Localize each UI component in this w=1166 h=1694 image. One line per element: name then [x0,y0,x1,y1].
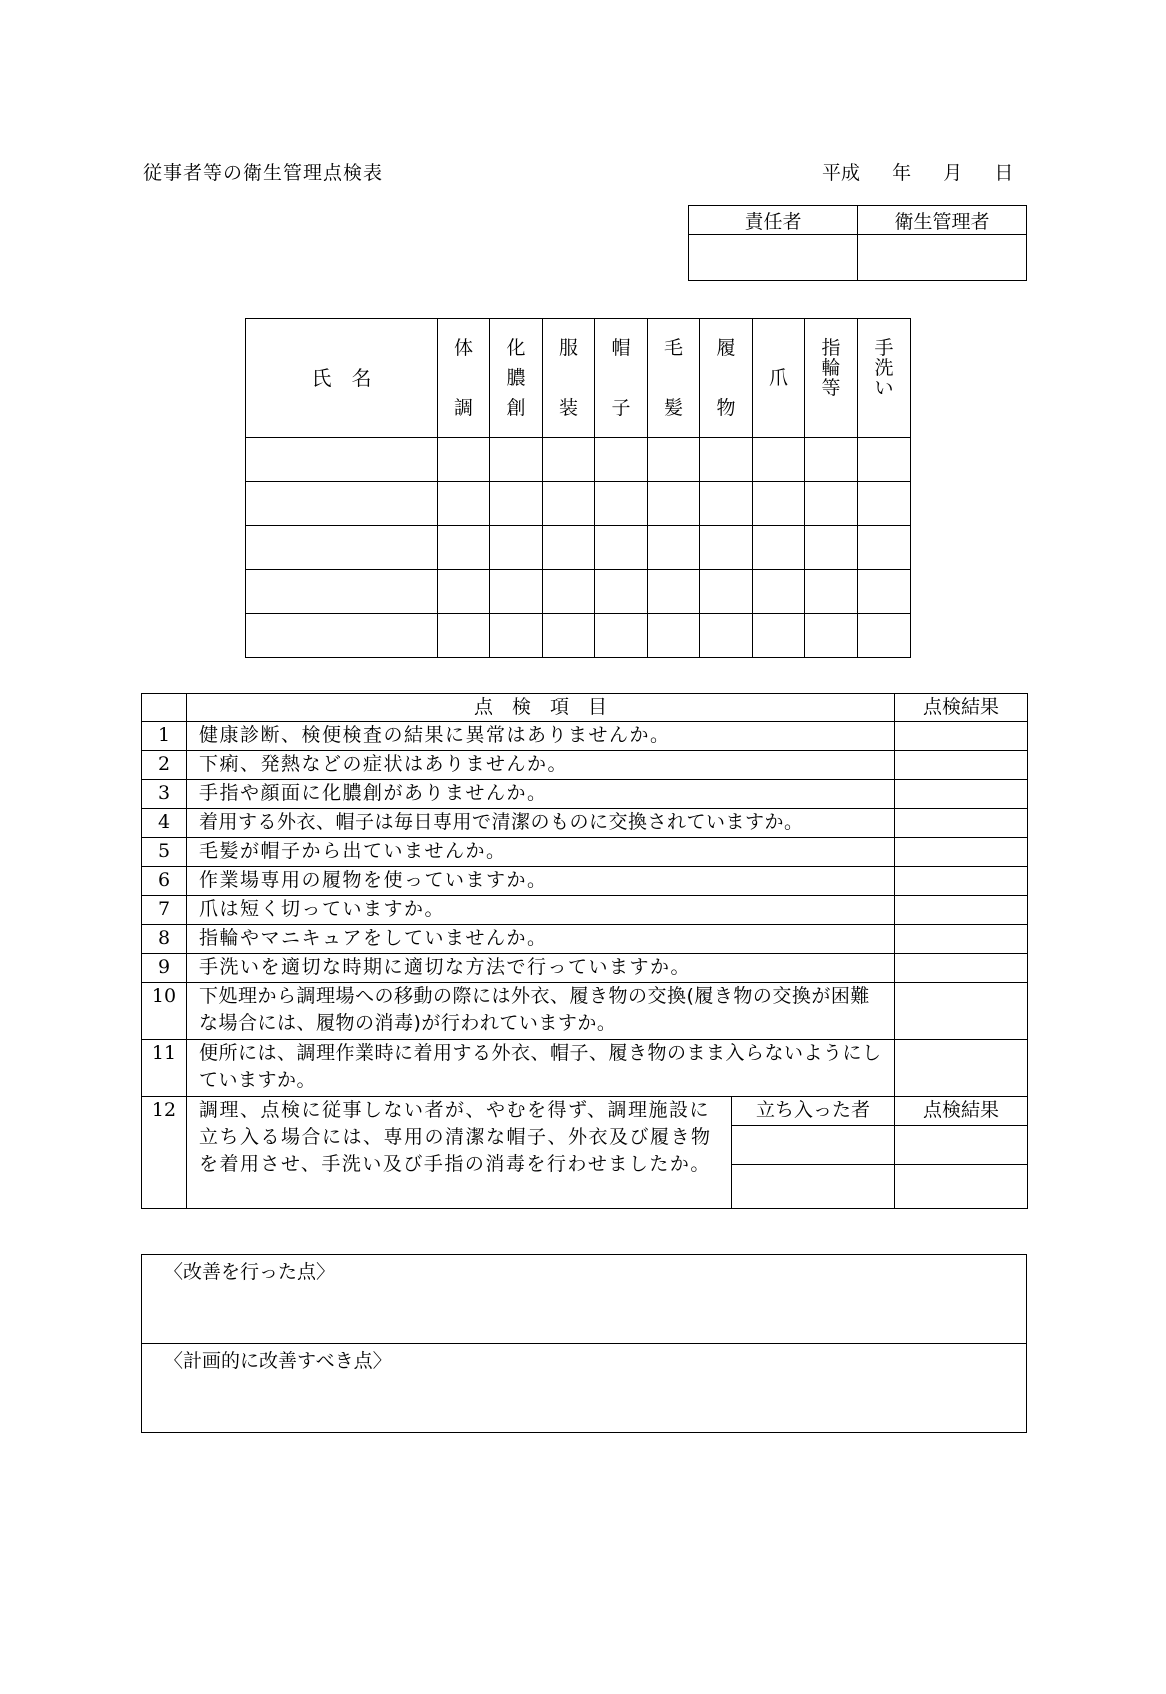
check-cell[interactable] [753,482,805,526]
check-cell[interactable] [805,526,858,570]
checklist-row [142,983,1028,1040]
item-text: 手指や顔面に化膿創がありませんか。 [187,780,895,809]
checklist-row [142,751,1028,780]
check-cell[interactable] [805,614,858,658]
check-cell[interactable] [438,614,490,658]
item-text: 爪は短く切っていますか。 [187,896,895,925]
check-cell[interactable] [490,614,543,658]
col-nails: 爪 [753,319,805,438]
check-cell[interactable] [858,614,911,658]
checklist-row [142,867,1028,896]
check-cell[interactable] [595,614,648,658]
name-cell[interactable] [246,614,438,658]
staff-row [246,614,911,658]
staff-row [246,570,911,614]
result-cell[interactable] [895,722,1028,751]
planned-improvements-field[interactable] [142,1344,1027,1433]
name-cell[interactable] [246,482,438,526]
check-cell[interactable] [648,614,700,658]
staff-check-table [245,318,911,658]
item-number: 6 [142,867,187,896]
col-condition: 体 調 [438,319,490,438]
check-cell[interactable] [490,438,543,482]
item-text: 調理、点検に従事しない者が、やむを得ず、調理施設に立ち入る場合には、専用の清潔な帽子、外衣及び履き物を着用させ、手洗い及び手指の消毒を行わせましたか。 [187,1097,732,1209]
check-cell[interactable] [595,482,648,526]
item-text: 手洗いを適切な時期に適切な方法で行っていますか。 [187,954,895,983]
page-title: 従事者等の衛生管理点検表 [143,162,384,184]
item-text: 作業場専用の履物を使っていますか。 [187,867,895,896]
result-cell[interactable] [895,867,1028,896]
result-cell[interactable] [895,983,1028,1040]
check-cell[interactable] [438,482,490,526]
inspection-checklist [141,693,1028,1209]
check-cell[interactable] [700,570,753,614]
checklist-row-12 [142,1097,1028,1126]
staff-row [246,482,911,526]
checklist-row [142,1040,1028,1097]
result-cell[interactable] [895,896,1028,925]
col-rings: 指 輪 等 [805,319,858,438]
visitor-result-label: 点検結果 [895,1097,1028,1126]
check-cell[interactable] [438,570,490,614]
check-cell[interactable] [438,438,490,482]
era-label: 平成 [822,162,861,184]
col-cap: 帽 子 [595,319,648,438]
visitor-result-cell[interactable] [895,1126,1028,1165]
check-cell[interactable] [648,482,700,526]
check-cell[interactable] [490,526,543,570]
check-cell[interactable] [858,526,911,570]
item-number: 11 [142,1040,187,1097]
check-cell[interactable] [753,438,805,482]
item-text: 指輪やマニキュアをしていませんか。 [187,925,895,954]
check-cell[interactable] [648,438,700,482]
item-number: 8 [142,925,187,954]
check-cell[interactable] [753,614,805,658]
responsible-label: 責任者 [689,206,858,235]
check-cell[interactable] [438,526,490,570]
staff-row [246,438,911,482]
checklist-header-row [142,694,1028,722]
name-cell[interactable] [246,438,438,482]
item-number: 2 [142,751,187,780]
hygiene-manager-label: 衛生管理者 [858,206,1027,235]
check-cell[interactable] [490,482,543,526]
check-cell[interactable] [700,526,753,570]
name-header: 氏 名 [246,319,438,438]
item-number: 5 [142,838,187,867]
visitor-result-cell[interactable] [895,1165,1028,1209]
check-cell[interactable] [858,438,911,482]
check-cell[interactable] [543,614,595,658]
item-text: 着用する外衣、帽子は毎日専用で清潔のものに交換されていますか。 [187,809,895,838]
result-cell[interactable] [895,954,1028,983]
check-cell[interactable] [753,570,805,614]
check-cell[interactable] [595,438,648,482]
improved-points-field[interactable] [142,1255,1027,1344]
result-cell[interactable] [895,925,1028,954]
improvement-notes [141,1254,1027,1433]
hygiene-manager-stamp-cell[interactable] [858,235,1027,281]
check-cell[interactable] [805,570,858,614]
check-cell[interactable] [753,526,805,570]
checklist-row [142,780,1028,809]
check-cell[interactable] [543,570,595,614]
checklist-row [142,896,1028,925]
item-text: 健康診断、検便検査の結果に異常はありませんか。 [187,722,895,751]
check-cell[interactable] [700,482,753,526]
check-cell[interactable] [595,526,648,570]
name-cell[interactable] [246,526,438,570]
date-line [822,158,1013,185]
item-number: 7 [142,896,187,925]
check-cell[interactable] [700,614,753,658]
item-number: 12 [142,1097,187,1209]
result-cell[interactable] [895,1040,1028,1097]
visitor-name-cell[interactable] [732,1165,895,1209]
item-number: 10 [142,983,187,1040]
col-clothing: 服 装 [543,319,595,438]
col-handwash: 手 洗 い [858,319,911,438]
item-number: 9 [142,954,187,983]
checklist-row [142,954,1028,983]
check-cell[interactable] [543,526,595,570]
responsible-stamp-cell[interactable] [689,235,858,281]
check-cell[interactable] [543,482,595,526]
notes-row [142,1344,1027,1433]
year-label: 年 [892,162,912,184]
checklist-row [142,925,1028,954]
check-cell[interactable] [805,438,858,482]
result-cell[interactable] [895,838,1028,867]
item-number: 4 [142,809,187,838]
result-cell[interactable] [895,780,1028,809]
improved-points-label: 〈改善を行った点〉 [164,1261,336,1283]
visitor-label: 立ち入った者 [732,1097,895,1126]
check-cell[interactable] [543,438,595,482]
item-text: 下処理から調理場への移動の際には外衣、履き物の交換(履き物の交換が困難な場合には、履物の消毒)が行われていますか。 [187,983,895,1040]
item-text: 毛髪が帽子から出ていませんか。 [187,838,895,867]
visitor-name-cell[interactable] [732,1126,895,1165]
check-cell[interactable] [595,570,648,614]
col-footwear: 履 物 [700,319,753,438]
day-label: 日 [994,162,1014,184]
name-cell[interactable] [246,570,438,614]
signature-box [688,205,1027,281]
check-cell[interactable] [648,526,700,570]
result-header: 点検結果 [895,694,1028,722]
staff-row [246,526,911,570]
item-text: 下痢、発熱などの症状はありませんか。 [187,751,895,780]
item-number: 3 [142,780,187,809]
checklist-row [142,809,1028,838]
checklist-row [142,838,1028,867]
planned-improvements-label: 〈計画的に改善すべき点〉 [164,1350,392,1372]
notes-row [142,1255,1027,1344]
item-number: 1 [142,722,187,751]
check-cell[interactable] [700,438,753,482]
check-cell[interactable] [858,482,911,526]
result-cell[interactable] [895,809,1028,838]
check-cell[interactable] [648,570,700,614]
result-cell[interactable] [895,751,1028,780]
check-cell[interactable] [805,482,858,526]
item-text: 便所には、調理作業時に着用する外衣、帽子、履き物のまま入らないようにしていますか。 [187,1040,895,1097]
col-wound: 化 膿 創 [490,319,543,438]
checklist-row [142,722,1028,751]
check-cell[interactable] [490,570,543,614]
month-label: 月 [943,162,963,184]
col-hair: 毛 髪 [648,319,700,438]
check-cell[interactable] [858,570,911,614]
staff-header-row [246,319,911,438]
inspection-item-header: 点 検 項 目 [187,694,895,722]
